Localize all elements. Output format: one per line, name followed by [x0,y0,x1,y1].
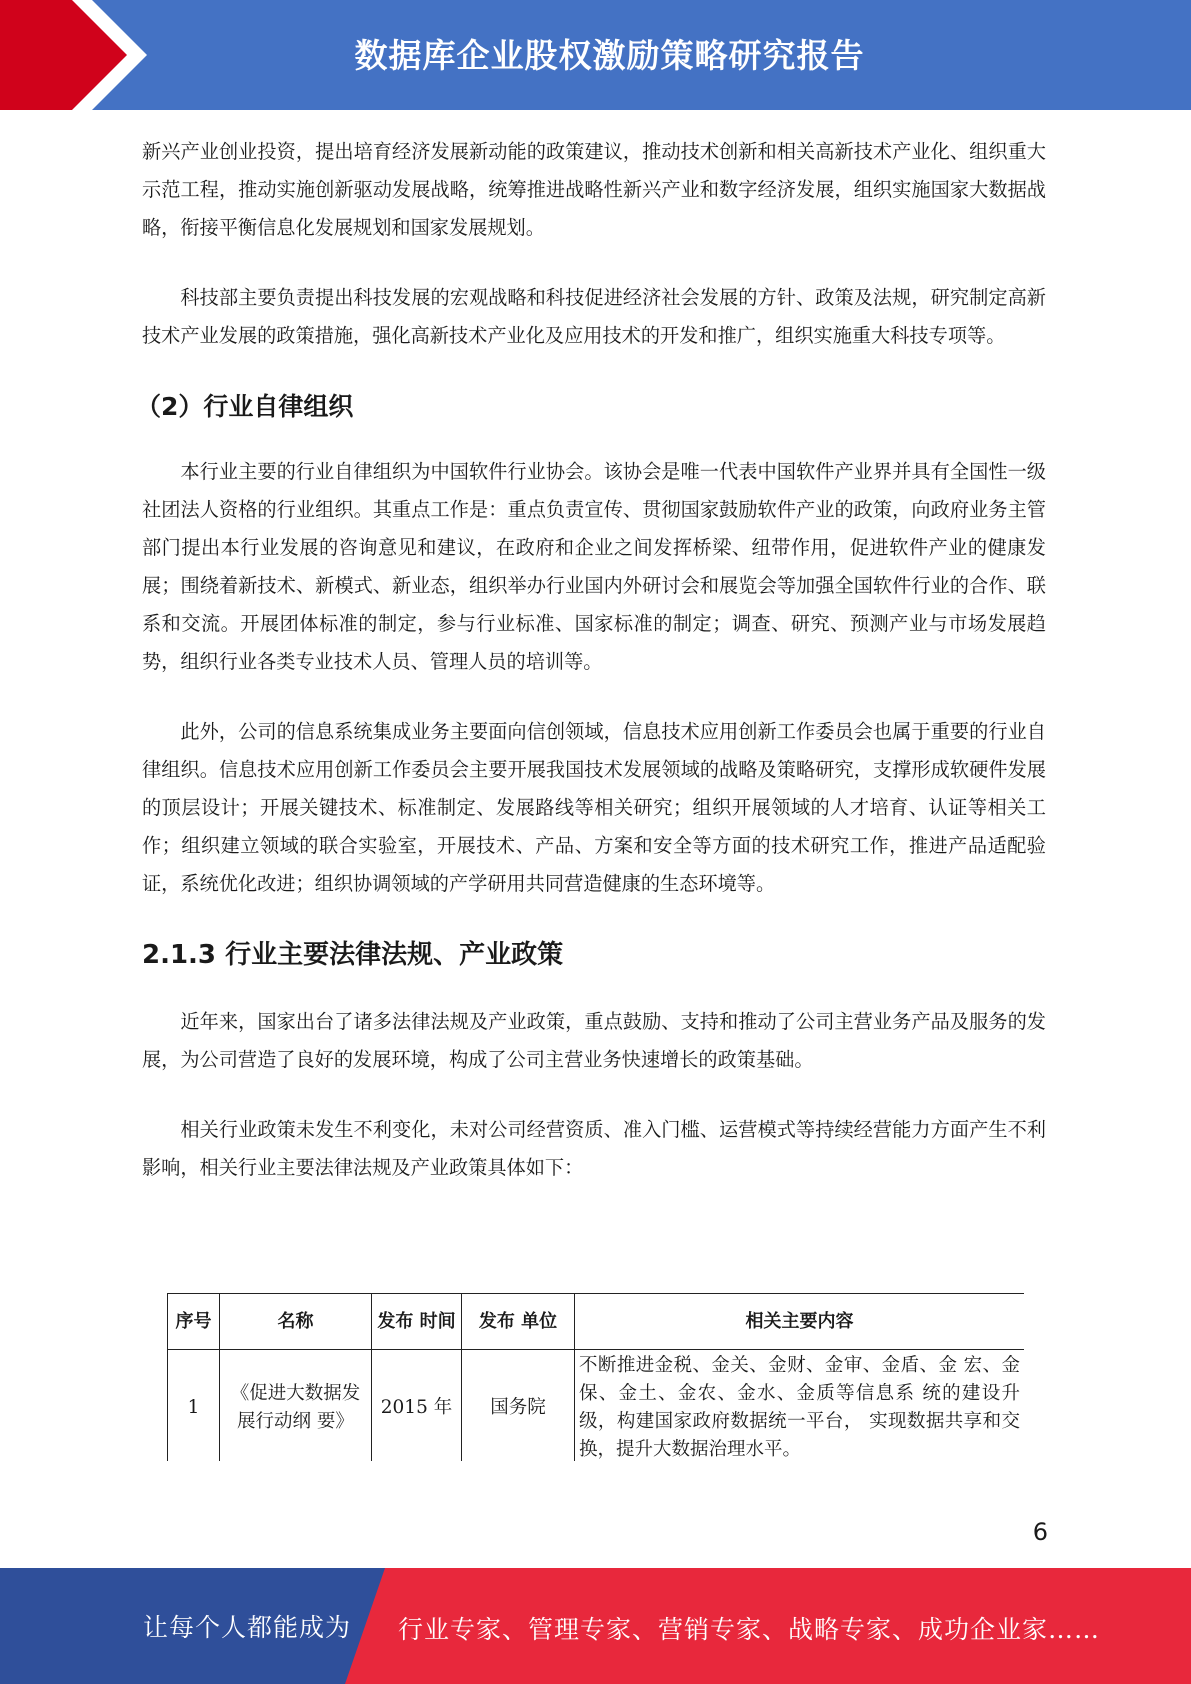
page-number: 6 [1032,1518,1048,1546]
policy-table [167,1293,1024,1461]
page-header [0,0,1191,110]
footer-slogan-right: 行业专家、管理专家、营销专家、战略专家、成功企业家…… [398,1615,1101,1644]
header-date: 发布 时间 [372,1294,462,1350]
table-row [168,1350,1025,1462]
page-body [136,133,1046,1219]
paragraph: 新兴产业创业投资，提出培育经济发展新动能的政策建议，推动技术创新和相关高新技术产业化、组织重大示范工程，推动实施创新驱动发展战略，统筹推进战略性新兴产业和数字经济发展，组织实施国家大数据战略，衔接平衡信息化发展规划和国家发展规划。 [142,140,1046,239]
paragraph: 本行业主要的行业自律组织为中国软件行业协会。该协会是唯一代表中国软件产业界并具有全国性一级社团法人资格的行业组织。其重点工作是：重点负责宣传、贯彻国家鼓励软件产业的政策，向政府业务主管部门提出本行业发展的咨询意见和建议，在政府和企业之间发挥桥梁、纽带作用，促进软件产业的健康发展；围绕着新技术、新模式、新业态，组织举办行业国内外研讨会和展览会等加强全国软件行业的合作、联系和交流。开展团体标准的制定，参与行业标准、国家标准的制定；调查、研究、预测产业与市场发展趋势，组织行业各类专业技术人员、管理人员的培训等。 [142,460,1046,673]
cell-issuer: 国务院 [462,1350,575,1462]
table-header-row [168,1294,1025,1350]
header-name: 名称 [220,1294,372,1350]
cell-date: 2015 年 [372,1350,462,1462]
section-heading: 2.1.3 行业主要法律法规、产业政策 [142,940,564,970]
cell-name: 《促进大数据发展行动纲 要》 [220,1350,372,1462]
cell-seq: 1 [168,1350,220,1462]
paragraph: 相关行业政策未发生不利变化，未对公司经营资质、准入门槛、运营模式等持续经营能力方面产生不利影响，相关行业主要法律法规及产业政策具体如下： [142,1118,1046,1179]
page-footer [0,1568,1191,1684]
paragraph: 此外，公司的信息系统集成业务主要面向信创领域，信息技术应用创新工作委员会也属于重要的行业自律组织。信息技术应用创新工作委员会主要开展我国技术发展领域的战略及策略研究，支撑形成软硬件发展的顶层设计；开展关键技术、标准制定、发展路线等相关研究；组织开展领域的人才培育、认证等相关工作；组织建立领域的联合实验室，开展技术、产品、方案和安全等方面的技术研究工作，推进产品适配验证，系统优化改进；组织协调领域的产学研用共同营造健康的生态环境等。 [142,720,1046,895]
header-seq: 序号 [168,1294,220,1350]
policy-table-container [167,1293,1024,1461]
paragraph: 科技部主要负责提出科技发展的宏观战略和科技促进经济社会发展的方针、政策及法规，研究制定高新技术产业发展的政策措施，强化高新技术产业化及应用技术的开发和推广，组织实施重大科技专项等。 [142,286,1046,347]
paragraph: 近年来，国家出台了诸多法律法规及产业政策，重点鼓励、支持和推动了公司主营业务产品及服务的发展，为公司营造了良好的发展环境，构成了公司主营业务快速增长的政策基础。 [142,1010,1046,1071]
cell-content: 不断推进金税、金关、金财、金审、金盾、金 宏、金保、金土、金农、金水、金质等信息系 统的建设升级，构建国家政府数据统一平台， 实现数据共享和交换，提升大数据治理水平。 [575,1350,1025,1462]
header-content: 相关主要内容 [575,1294,1025,1350]
header-issuer: 发布 单位 [462,1294,575,1350]
footer-slogan-left: 让每个人都能成为 [143,1613,352,1642]
subsection-heading: （2）行业自律组织 [136,392,354,421]
report-title: 数据库企业股权激励策略研究报告 [354,36,865,75]
